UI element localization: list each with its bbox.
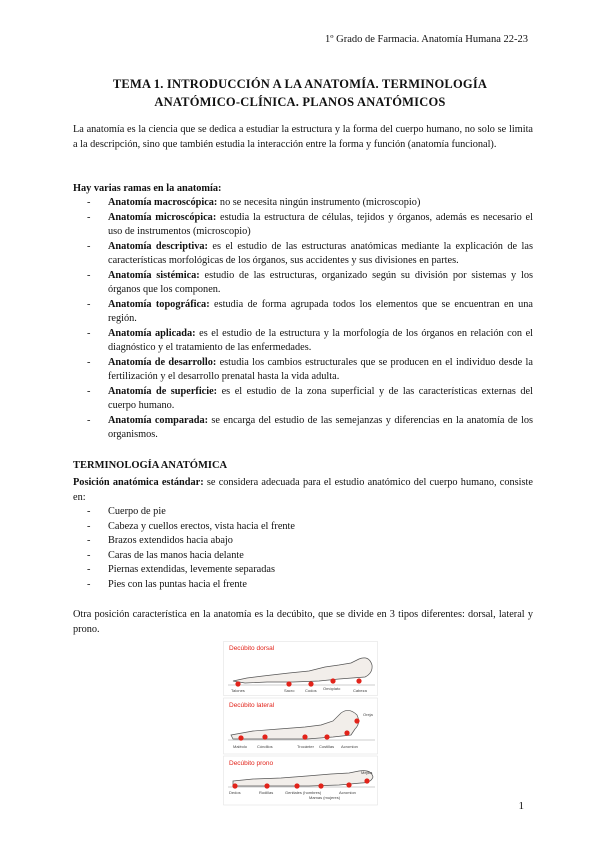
list-item: - Caras de las manos hacia delante bbox=[87, 549, 244, 561]
list-item: - Piernas extendidas, levemente separadas bbox=[87, 564, 275, 575]
lateral-point bbox=[354, 718, 359, 723]
label-acromion-prono: Acromion bbox=[339, 790, 356, 795]
list-item: - Anatomía topográfica: estudia de forma agrupada todos los elementos que se encuentran en una región. bbox=[87, 298, 533, 324]
list-item: - Anatomía descriptiva: es el estudio de las estructuras anatómicas mediante la explicación de las características morfológicas de los órganos, sus accidentes y sus divisiones en partes. bbox=[87, 240, 533, 266]
lateral-point bbox=[302, 734, 307, 739]
list-item: - Pies con las puntas hacia el frente bbox=[87, 578, 247, 590]
list-item: - Brazos extendidos hacia abajo bbox=[87, 535, 233, 546]
label-sacro: Sacro bbox=[284, 688, 295, 693]
label-oreja: Oreja bbox=[363, 712, 373, 717]
label-condilos: Cóndilos bbox=[257, 744, 273, 749]
page-title bbox=[60, 75, 540, 111]
list-item: - Cuerpo de pie bbox=[87, 506, 166, 517]
lateral-point bbox=[238, 735, 243, 740]
dorsal-point bbox=[308, 681, 313, 686]
list-item: - Anatomía aplicada: es el estudio de la estructura y la morfología de los órganos en relación con el diagnóstico y el tratamiento de las enfermedades. bbox=[87, 327, 533, 353]
dorsal-title: Decúbito dorsal bbox=[229, 645, 275, 652]
title-line-2: ANATÓMICO-CLÍNICA. PLANOS ANATÓMICOS bbox=[154, 95, 446, 109]
lateral-title: Decúbito lateral bbox=[229, 702, 275, 709]
list-item: - Cabeza y cuellos erectos, vista hacia el frente bbox=[87, 520, 295, 532]
position-paragraph: Posición anatómica estándar: se considera adecuada para el estudio anatómico del cuerpo humano, consiste en: bbox=[73, 477, 533, 503]
list-item: - Anatomía macroscópica: no se necesita ningún instrumento (microscopio) bbox=[87, 197, 421, 208]
branches-heading: Hay varias ramas en la anatomía: bbox=[73, 183, 222, 194]
prono-point bbox=[294, 783, 299, 788]
dorsal-point bbox=[356, 678, 361, 683]
label-cabeza: Cabeza bbox=[353, 688, 367, 693]
list-item: - Anatomía microscópica: estudia la estructura de células, tejidos y órganos, además es necesario el uso de instrumentos (microscopio) bbox=[87, 211, 533, 237]
prono-point bbox=[264, 783, 269, 788]
label-genitales: Genitales (hombres) bbox=[285, 790, 322, 795]
prono-point bbox=[346, 782, 351, 787]
position-list bbox=[73, 505, 533, 592]
label-trocanter: Trocánter bbox=[297, 744, 314, 749]
dorsal-point bbox=[330, 678, 335, 683]
dorsal-point bbox=[286, 681, 291, 686]
label-omoplato: Omóplato bbox=[323, 686, 341, 691]
branches-list bbox=[73, 196, 533, 443]
label-talones: Talones bbox=[231, 688, 245, 693]
list-item: - Anatomía sistémica: estudio de las estructuras, organizado según su división por sistemas y los órganos que los componen. bbox=[87, 269, 533, 295]
dorsal-point bbox=[235, 681, 240, 686]
prono-point bbox=[364, 778, 369, 783]
page-header: 1º Grado de Farmacia. Anatomía Humana 22-23 bbox=[325, 34, 528, 45]
label-acromion: Acromion bbox=[341, 744, 358, 749]
lateral-point bbox=[262, 734, 267, 739]
decubito-paragraph: Otra posición característica en la anatomía es la decúbito, que se divide en 3 tipos diferentes: dorsal, lateral y prono. bbox=[73, 609, 533, 635]
list-item: - Anatomía de desarrollo: estudia los cambios estructurales que se producen en el individuo desde la fertilización y el desarrollo prenatal hasta la vida adulta. bbox=[87, 356, 533, 382]
prono-point bbox=[318, 783, 323, 788]
lateral-point bbox=[344, 730, 349, 735]
label-maleolo: Maléolo bbox=[233, 744, 248, 749]
terminology-heading: TERMINOLOGÍA ANATÓMICA bbox=[73, 460, 228, 471]
label-dedos: Dedos bbox=[229, 790, 241, 795]
label-costillas: Costillas bbox=[319, 744, 335, 749]
lateral-point bbox=[324, 734, 329, 739]
list-item: - Anatomía de superficie: es el estudio de la zona superficial y de las características externas del cuerpo humano. bbox=[87, 385, 533, 411]
list-item: - Anatomía comparada: se encarga del estudio de las semejanzas y diferencias en la anatomía de los organismos. bbox=[87, 414, 533, 440]
page-number: 1 bbox=[518, 800, 524, 812]
prono-point bbox=[232, 783, 237, 788]
decubito-figure bbox=[223, 641, 378, 806]
label-mejilla: Mejilla bbox=[361, 770, 373, 775]
title-line-1: TEMA 1. INTRODUCCIÓN A LA ANATOMÍA. TERMINOLOGÍA bbox=[112, 77, 488, 91]
intro-paragraph: La anatomía es la ciencia que se dedica a estudiar la estructura y la forma del cuerpo humano, no solo se limita a la descripción, sino que también estudia la interacción entre la forma y función (anatomía funcional). bbox=[73, 124, 533, 150]
label-codos: Codos bbox=[305, 688, 317, 693]
prono-title: Decúbito prono bbox=[229, 760, 274, 767]
label-mamas: Mamas (mujeres) bbox=[309, 795, 341, 800]
label-rodillas: Rodillas bbox=[259, 790, 274, 795]
